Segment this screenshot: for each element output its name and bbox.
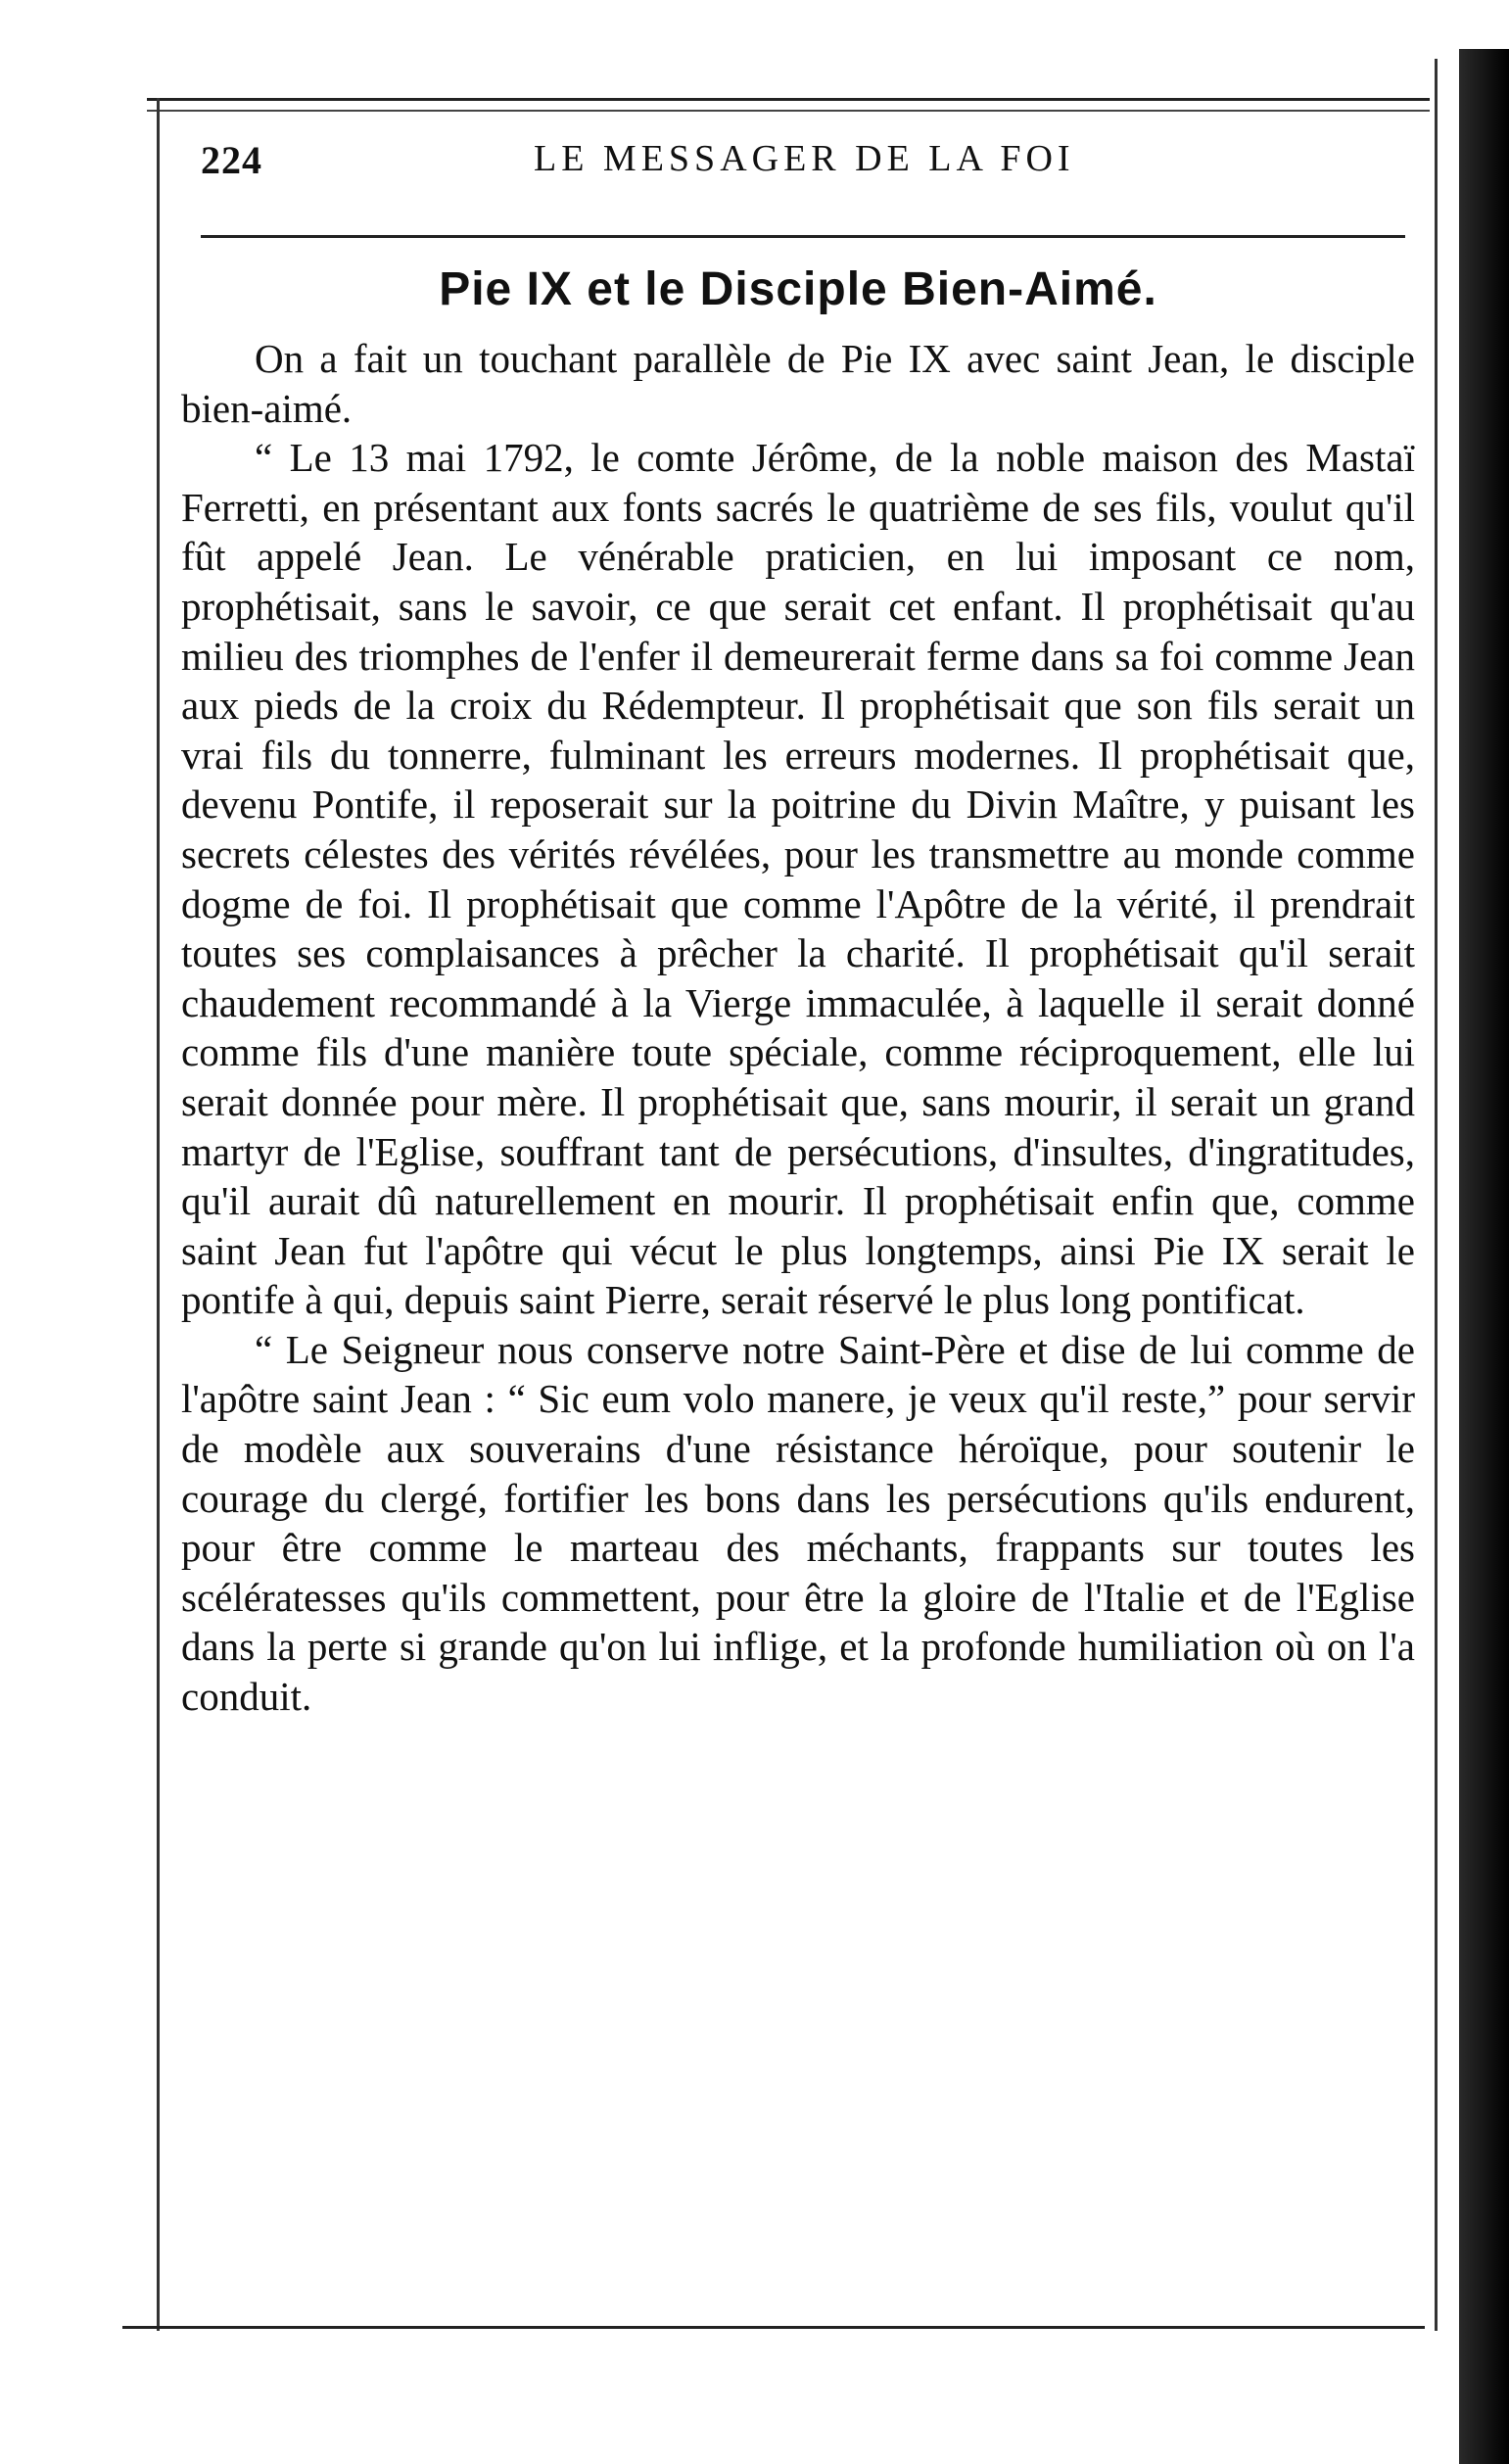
paragraph-intro: On a fait un touchant parallèle de Pie IX avec saint Jean, le disciple bien-aimé. xyxy=(181,336,1415,431)
bottom-border-rule xyxy=(122,2326,1425,2329)
paragraph-prophecy: “ Le 13 mai 1792, le comte Jérôme, de la noble maison des Mastaï Ferretti, en présentant aux fonts sacrés le quatrième de ses fils, voulut qu'il fût appelé Jean. Le vénérable praticien, en lui imposant ce nom, prophétisait, sans le savoir, ce que serait cet enfant. Il prophétisait qu'au milieu des triomphes de l'enfer il demeurerait ferme dans sa foi comme Jean aux pieds de la croix du Rédempteur. Il prophétisait que son fils serait un vrai fils du tonnerre, fulminant les erreurs modernes. Il prophétisait que, devenu Pontife, il reposerait sur la poitrine du Divin Maître, y puisant les secrets célestes des vérités révélées, pour les transmettre au monde comme dogme de foi. Il prophétisait que comme l'Apôtre de la vérité, il prendrait toutes ses complaisances à prêcher la charité. Il prophétisait qu'il serait chaudement recommandé à la Vierge immaculée, à laquelle il serait donné comme fils d'une manière toute spéciale, comme réciproquement, elle lui serait donnée pour mère. Il prophétisait que, sans mourir, il serait un grand martyr de l'Eglise, souffrant tant de persécutions, d'insultes, d'ingratitudes, qu'il aurait dû naturellement en mourir. Il prophétisait enfin que, comme saint Jean fut l'apôtre qui vécut le plus longtemps, ainsi Pie IX serait le pontife à qui, depuis saint Pierre, serait réservé le plus long pontificat. xyxy=(181,435,1415,1323)
page-header xyxy=(201,137,1405,196)
left-border-rule xyxy=(157,98,160,2331)
article xyxy=(181,262,1415,1722)
running-head: LE MESSAGER DE LA FOI xyxy=(534,138,1075,179)
top-border-rule xyxy=(147,98,1430,101)
page-number: 224 xyxy=(201,138,262,182)
page-edge-shadow xyxy=(1459,49,1509,2464)
right-border-rule xyxy=(1435,59,1438,2331)
paragraph-prayer: “ Le Seigneur nous conserve notre Saint-Père et dise de lui comme de l'apôtre saint Jean : “ Sic eum volo manere, je veux qu'il reste,” pour servir de modèle aux souverains d'une résistance héroïque, pour soutenir le courage du clergé, fortifier les bons dans les persécutions qu'ils endurent, pour être comme le marteau des méchants, frappants sur toutes les scélératesses qu'ils commettent, pour être la gloire de l'Italie et de l'Eglise dans la perte si grande qu'on lui inflige, et la profonde humiliation où on l'a conduit. xyxy=(181,1326,1415,1720)
top-border-rule-inner xyxy=(147,110,1430,112)
header-rule xyxy=(201,235,1405,238)
article-title: Pie IX et le Disciple Bien-Aimé. xyxy=(439,263,1157,315)
